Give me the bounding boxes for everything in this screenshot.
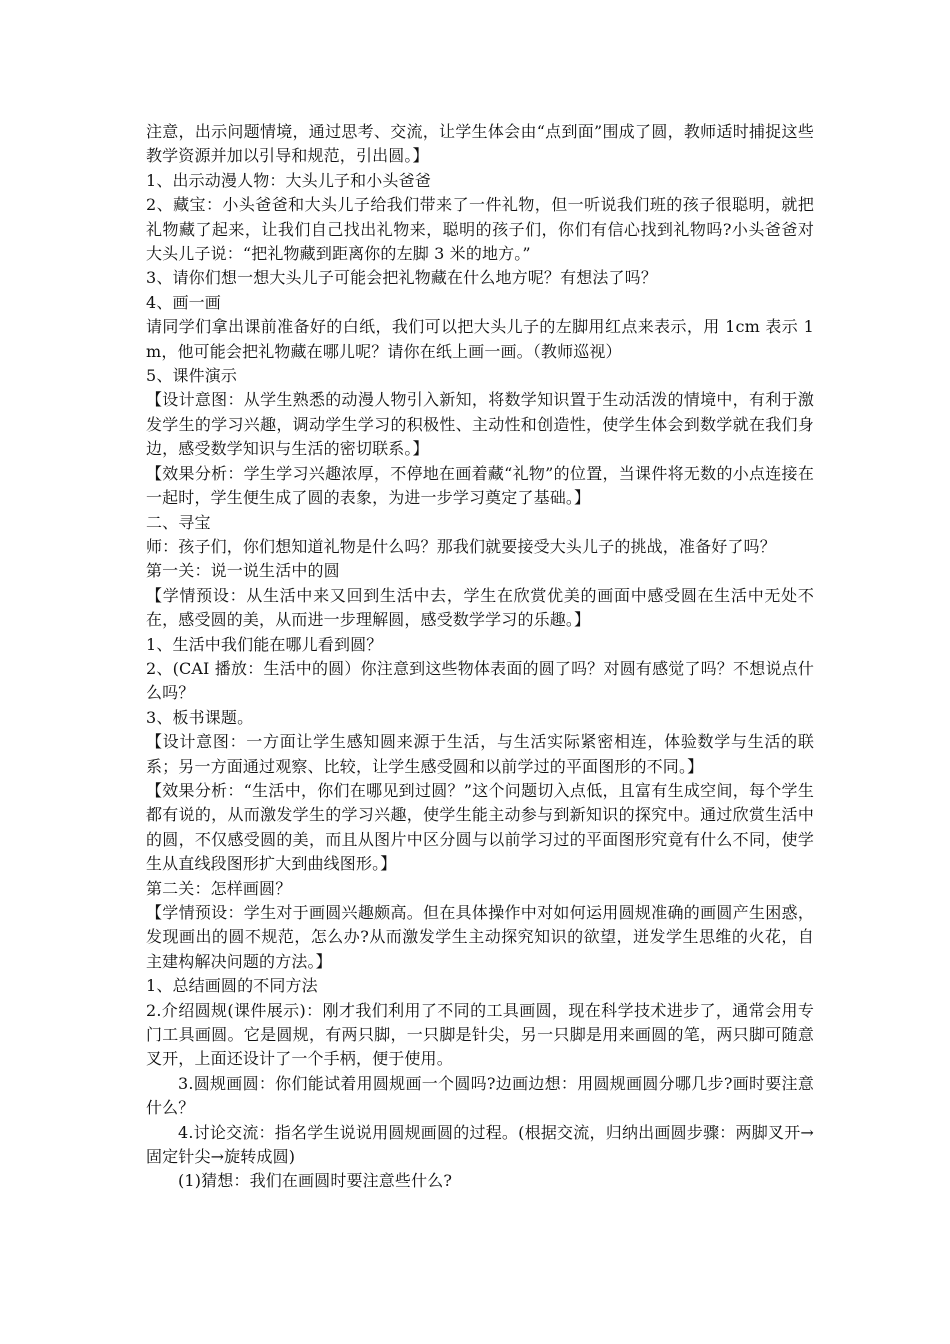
level-heading-2: 第二关：怎样画圆？	[146, 878, 292, 898]
paragraph-learning-preview-2: 【学情预设：学生对于画圆兴趣颇高。但在具体操作中对如何运用圆规准确的画圆产生困惑，发现画出的圆不规范，怎么办?从而激发学生主动探究知识的欲望，迸发学生思维的火花，自主建构解决问题的方法。】	[146, 903, 814, 971]
paragraph-level1-step-2: 2、(CAI 播放：生活中的圆）你注意到这些物体表面的圆了吗？对圆有感觉了吗？不想说点什么吗？	[146, 658, 814, 703]
paragraph-level2-step-3: 3.圆规画圆：你们能试着用圆规画一个圆吗?边画边想：用圆规画圆分哪几步?画时要注意什么？	[146, 1073, 814, 1118]
paragraph-level2-step-4: 4.讨论交流：指名学生说说用圆规画圆的过程。(根据交流，归纳出画圆步骤：两脚叉开→固定针尖→旋转成圆)	[146, 1122, 814, 1167]
paragraph-step-2: 2、藏宝：小头爸爸和大头儿子给我们带来了一件礼物，但一听说我们班的孩子很聪明，就把礼物藏了起来，让我们自己找出礼物来，聪明的孩子们，你们有信心找到礼物吗?小头爸爸对大头儿子说：“把礼物藏到距离你的左脚 3 米的地方。”	[146, 195, 814, 264]
paragraph-step-1: 1、出示动漫人物：大头儿子和小头爸爸	[146, 170, 431, 190]
paragraph-level1-step-1: 1、生活中我们能在哪儿看到圆？	[146, 634, 383, 654]
paragraph-teacher-prompt: 师：孩子们，你们想知道礼物是什么吗？那我们就要接受大头儿子的挑战，准备好了吗？	[146, 536, 776, 556]
paragraph-step-5: 5、课件演示	[146, 366, 238, 386]
paragraph-design-intent-1: 【设计意图：从学生熟悉的动漫人物引入新知，将数学知识置于生动活泼的情境中，有利于激发学生的学习兴趣，调动学生学习的积极性、主动性和创造性，使学生体会到数学就在我们身边，感受数学知识与生活的密切联系。】	[146, 390, 814, 459]
level-heading-1: 第一关：说一说生活中的圆	[146, 561, 340, 581]
paragraph-draw-instructions: 请同学们拿出课前准备好的白纸，我们可以把大头儿子的左脚用红点来表示，用 1cm 表示 1m，他可能会把礼物藏在哪儿呢？请你在纸上画一画。（教师巡视）	[146, 317, 814, 361]
paragraph-guess: (1)猜想：我们在画圆时要注意些什么?	[178, 1171, 453, 1191]
paragraph-step-4: 4、画一画	[146, 292, 221, 312]
paragraph-intro-continuation: 注意，出示问题情境，通过思考、交流，让学生体会由“点到面”围成了圆，教师适时捕捉这些教学资源并加以引导和规范，引出圆。】	[146, 122, 814, 166]
paragraph-design-intent-2: 【设计意图：一方面让学生感知圆来源于生活，与生活实际紧密相连，体验数学与生活的联系；另一方面通过观察、比较，让学生感受圆和以前学过的平面图形的不同。】	[146, 732, 814, 776]
paragraph-effect-analysis-2: 【效果分析：“生活中，你们在哪见到过圆？”这个问题切入点低，且富有生成空间，每个学生都有说的，从而激发学生的学习兴趣，使学生能主动参与到新知识的探究中。通过欣赏生活中的圆，不仅感受圆的美，而且从图片中区分圆与以前学习过的平面图形究竟有什么不同，使学生从直线段图形扩大到曲线图形。】	[146, 780, 814, 874]
paragraph-level2-step-1: 1、总结画圆的不同方法	[146, 976, 318, 996]
paragraph-level1-step-3: 3、板书课题。	[146, 707, 254, 727]
paragraph-level2-step-2: 2.介绍圆规(课件展示)：刚才我们利用了不同的工具画圆，现在科学技术进步了，通常会用专门工具画圆。它是圆规，有两只脚，一只脚是针尖，另一只脚是用来画圆的笔，两只脚可随意叉开，上面还设计了一个手柄，便于使用。	[146, 1000, 814, 1069]
section-heading-treasure: 二、寻宝	[146, 512, 211, 532]
paragraph-learning-preview-1: 【学情预设：从生活中来又回到生活中去，学生在欣赏优美的画面中感受圆在生活中无处不在，感受圆的美，从而进一步理解圆，感受数学学习的乐趣。】	[146, 585, 814, 630]
paragraph-effect-analysis-1: 【效果分析：学生学习兴趣浓厚，不停地在画着藏“礼物”的位置，当课件将无数的小点连接在一起时，学生便生成了圆的表象，为进一步学习奠定了基础。】	[146, 463, 814, 508]
paragraph-step-3: 3、请你们想一想大头儿子可能会把礼物藏在什么地方呢？有想法了吗？	[146, 268, 657, 288]
